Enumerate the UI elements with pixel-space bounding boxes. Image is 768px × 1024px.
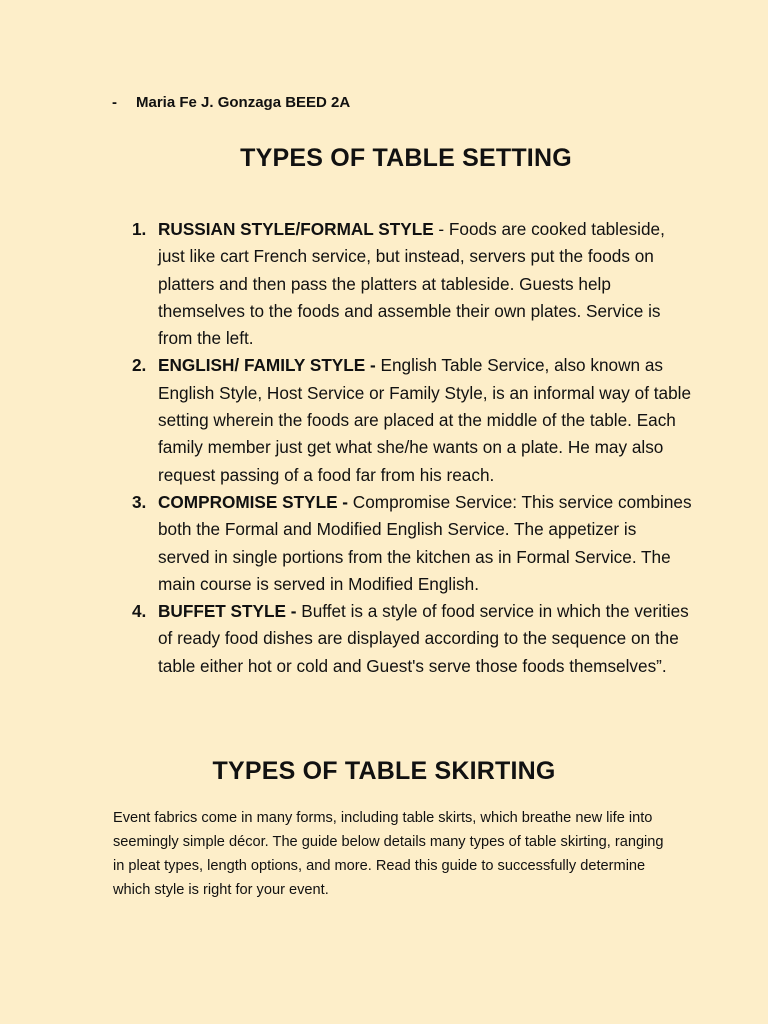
list-item-number: 1. (132, 219, 147, 239)
list-item-title: COMPROMISE STYLE - (158, 491, 349, 512)
author-line (112, 94, 350, 111)
list-item (132, 489, 692, 598)
list-item-text: Compromise Service: This service combines both the Formal and Modified English Service. The appetizer is served in single portions from the kitchen as in Formal Service. The main course is served in Modified English. (158, 491, 692, 594)
heading-table-skirting: TYPES OF TABLE SKIRTING (212, 757, 556, 785)
list-item-text: - Foods are cooked tableside, just like cart French service, but instead, servers put the foods on platters and then pass the platters at tableside. Guests help themselves to the foods and assemble their own plates. Service is from the left. (158, 219, 665, 349)
list-item-text: Buffet is a style of food service in which the verities of ready food dishes are displayed according to the sequence on the table either hot or cold and Guest's serve those foods themselves”. (158, 601, 689, 676)
list-item-number: 3. (132, 491, 147, 512)
list-item-number: 2. (132, 355, 147, 376)
bullet-dash: - (112, 94, 117, 111)
list-item-title: BUFFET STYLE - (158, 601, 297, 622)
list-item-number: 4. (132, 601, 147, 622)
skirting-paragraph: Event fabrics come in many forms, including table skirts, which breathe new life into seemingly simple décor. The guide below details many types of table skirting, ranging in pleat types, length options, and more. Read this guide to successfully determine which style is right for your event. (113, 810, 664, 898)
list-item (132, 598, 692, 680)
list-item-text: English Table Service, also known as English Style, Host Service or Family Style, is an informal way of table setting wherein the foods are placed at the middle of the table. Each family member just get what she/he wants on a plate. He may also request passing of a food far from his reach. (158, 355, 692, 485)
table-setting-list (132, 216, 692, 680)
list-item-title: RUSSIAN STYLE/FORMAL STYLE (158, 219, 434, 239)
list-item-title: ENGLISH/ FAMILY STYLE - (158, 355, 376, 376)
list-item (132, 216, 692, 352)
author-name: Maria Fe J. Gonzaga BEED 2A (136, 94, 351, 111)
heading-table-setting: TYPES OF TABLE SETTING (240, 144, 572, 172)
list-item (132, 352, 692, 488)
